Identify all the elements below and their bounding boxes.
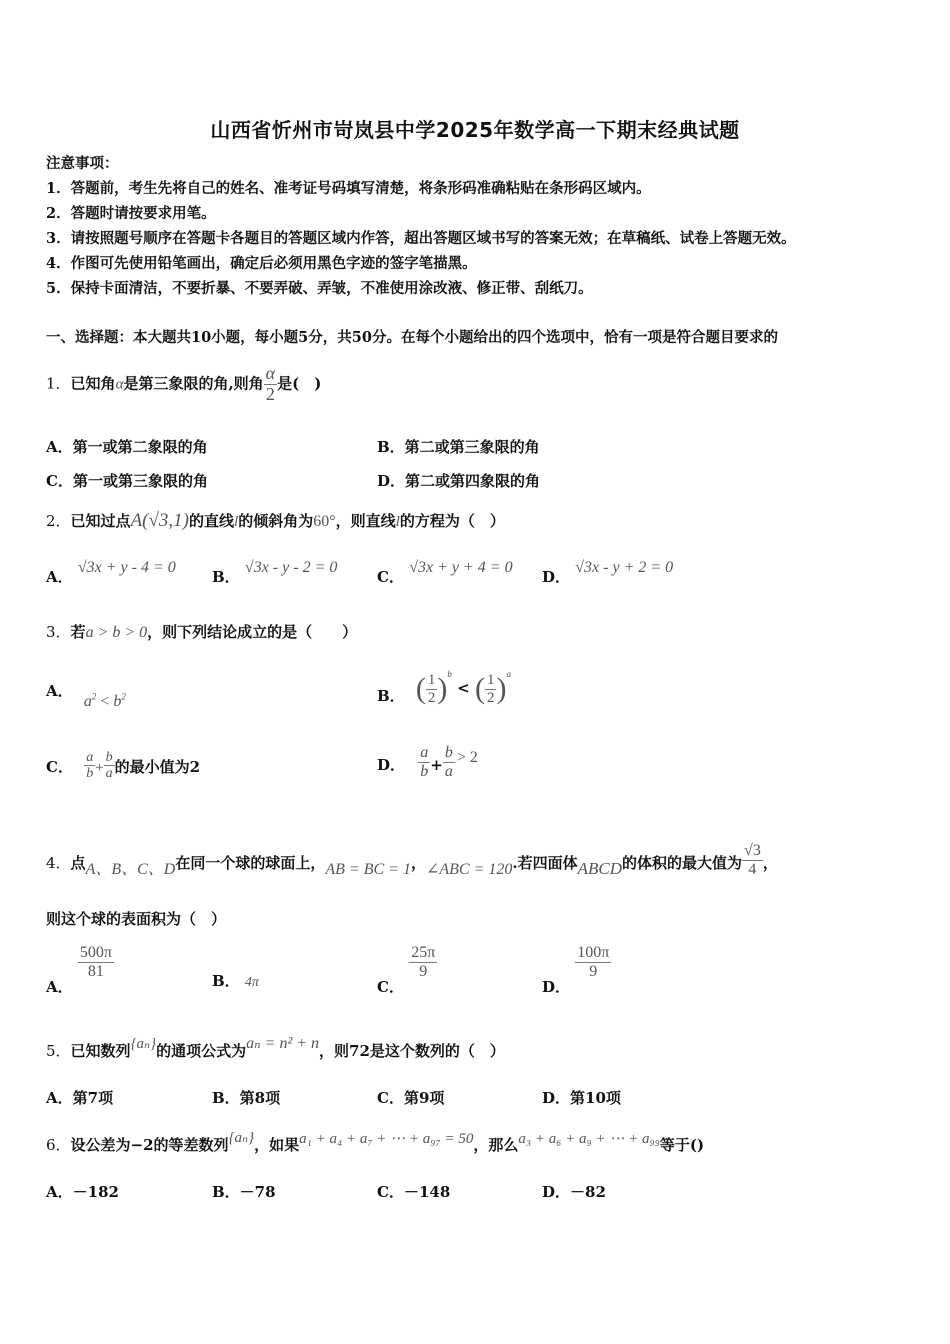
option-a: A． $a^2 < b^2$ xyxy=(46,682,126,710)
option-d: D． $\frac{100\pi}{9}$ xyxy=(542,944,610,997)
section-heading: 一、选择题：本大题共10小题，每小题5分，共50分。在每个小题给出的四个选项中，恰有一项是符合题目要求的 xyxy=(46,329,778,346)
fraction: $\frac{\alpha}{2}$ xyxy=(265,363,276,404)
option-c: C．第9项 xyxy=(377,1089,445,1107)
question-5: 5．已知数列{aₙ}的通项公式为aₙ = n² + n，则72是这个数列的（ ） xyxy=(46,1035,505,1060)
option-b: B．－78 xyxy=(212,1183,276,1201)
option-d: D． √3x - y + 2 = 0 xyxy=(542,559,674,586)
question-number: 4． xyxy=(46,854,71,873)
option-d: D．第10项 xyxy=(542,1089,621,1107)
notice-item: 4．作图可先使用铅笔画出，确定后必须用黑色字迹的签字笔描黑。 xyxy=(46,255,477,272)
option-c: C． √3x + y + 4 = 0 xyxy=(377,559,513,586)
page-title: 山西省忻州市岢岚县中学2025年数学高一下期末经典试题 xyxy=(210,118,740,142)
question-2: 2．已知过点A(√3,1)的直线l的倾斜角为60°，则直线l的方程为（ ） xyxy=(46,510,505,531)
option-d: D．－82 xyxy=(542,1183,606,1201)
option-b: B．第二或第三象限的角 xyxy=(377,438,540,456)
option-c: C．第一或第三象限的角 xyxy=(46,472,208,490)
option-a: A．第一或第二象限的角 xyxy=(46,438,208,456)
notice-item: 1．答题前，考生先将自己的姓名、准考证号码填写清楚，将条形码准确粘贴在条形码区域内。 xyxy=(46,180,651,197)
option-c: C．－148 xyxy=(377,1183,451,1201)
option-b: B．第8项 xyxy=(212,1089,281,1107)
option-a: A． √3x + y - 4 = 0 xyxy=(46,559,176,586)
option-a: A．第7项 xyxy=(46,1089,114,1107)
option-c: C． $\frac{25\pi}{9}$ xyxy=(377,944,436,997)
option-d: D．第二或第四象限的角 xyxy=(377,472,541,490)
inequality: ( $\frac{1}{2}$ )$^b$ < ( $\frac{1}{2}$ )$^a$ xyxy=(415,669,511,706)
notice-item: 2．答题时请按要求用笔。 xyxy=(46,205,216,222)
question-number: 1． xyxy=(46,374,71,393)
notice-item: 5．保持卡面清洁，不要折暴、不要弄破、弄皱，不准使用涂改液、修正带、刮纸刀。 xyxy=(46,280,593,297)
question-1: 1．已知角α是第三象限的角,则角 $\frac{\alpha}{2}$ 是( ) xyxy=(46,363,322,404)
notice-item: 3．请按照题号顺序在答题卡各题目的答题区域内作答，超出答题区域书写的答案无效；在草稿纸、试卷上答题无效。 xyxy=(46,230,796,247)
option-a: A． $\frac{500\pi}{81}$ xyxy=(46,944,112,997)
option-d: D． $\frac{a}{b}$ + $\frac{b}{a}$ > 2 xyxy=(377,744,478,780)
question-3: 3．若a > b > 0，则下列结论成立的是（ ） xyxy=(46,623,358,641)
option-b: B． √3x - y - 2 = 0 xyxy=(212,559,338,586)
question-number: 6． xyxy=(46,1136,71,1154)
option-b: B． ( $\frac{1}{2}$ )$^b$ < ( $\frac{1}{2}$ )$^a$ xyxy=(377,669,511,706)
inequality: $a^2 < b^2$ xyxy=(83,691,126,710)
question-number: 5． xyxy=(46,1042,71,1060)
question-number: 3． xyxy=(46,623,71,641)
question-6: 6．设公差为−2的等差数列{aₙ}，如果a₁ + a₄ + a₇ + ⋯ + a₉₇ = 50，那么a₃ + a₆ + a₉ + ⋯ + a₉₉等于() xyxy=(46,1130,705,1154)
question-4-line2: 则这个球的表面积为（ ） xyxy=(46,910,227,928)
option-c: C． $\frac{a}{b}$ + $\frac{b}{a}$ 的最小值为2 xyxy=(46,750,201,782)
question-4: 4．点A、B、C、D在同一个球的球面上，AB = BC = 1，∠ABC = 120.若四面体ABCD的体积的最大值为 $\frac{√3}{4}$ ， xyxy=(46,842,778,879)
question-number: 2． xyxy=(46,512,71,530)
option-a: A．－182 xyxy=(46,1183,119,1201)
option-b: B． 4π xyxy=(212,972,259,990)
notice-heading: 注意事项： xyxy=(46,155,119,172)
